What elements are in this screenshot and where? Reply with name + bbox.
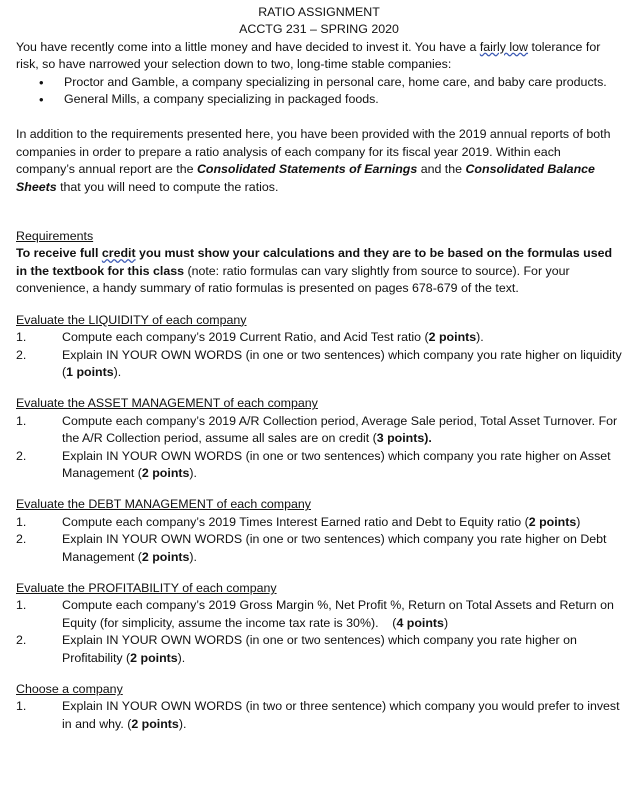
requirements-heading: Requirements [16,229,94,244]
item-text: Compute each company’s 2019 Gross Margin %, Net Profit %, Return on Total Assets and Return on Equity (for simplicity, assume the income tax rate is 30%). ( [62,598,618,630]
requirements-paragraph [16,245,622,297]
list-item [16,698,622,733]
statement-balance-sheets: Consolidated Balance Sheets [16,162,595,194]
debt-management-list [16,514,622,566]
item-points: 2 points [141,549,190,564]
title-line-2: ACCTG 231 – SPRING 2020 [239,22,399,37]
choose-company-list [16,698,622,733]
requirements-bold-1: To receive full [16,246,102,261]
company-item-pg: • Proctor and Gamble, a company specializing in personal care, home care, and baby care products. [16,74,622,91]
liquidity-heading: Evaluate the LIQUIDITY of each company [16,312,247,327]
profitability-list [16,597,622,667]
company-item-gm: • General Mills, a company specializing in packaged foods. [16,91,622,108]
list-item [16,448,622,483]
asset-management-section [16,395,622,482]
intro-paragraph [16,39,622,74]
item-end: ) [443,615,449,630]
list-item [16,329,622,346]
requirements-text: (note: ratio formulas can vary slightly from source to source). For your convenience, a handy summary of ratio formulas is presented on pages 678-679 of the text. [16,263,570,296]
item-text: Explain IN YOUR OWN WORDS (in two or three sentence) which company you would prefer to invest in and why. ( [62,699,620,731]
addition-text-1: In addition to the requirements presented here, you have been provided with the 2019 annual reports of both companies in order to prepare a ratio analysis of each company for its fiscal year 2019. Within each company’s annual report are the [16,127,611,177]
item-points: 2 points [141,465,190,480]
item-number: 2. [16,633,27,648]
item-end: ). [189,549,197,564]
item-text: Compute each company’s 2019 A/R Collection period, Average Sale period, Total Asset Turnover. For the A/R Collection period, assume all sales are on credit ( [62,413,618,446]
item-points: 3 points). [376,431,432,446]
list-item [16,347,622,382]
item-end: ). [476,330,484,345]
requirements-bold-2: you must show your calculations and they are to be based on the formulas used in the textbook for this class [16,246,613,278]
title-line-1: RATIO ASSIGNMENT [258,5,380,19]
item-number: 1. [16,598,27,613]
list-item [16,413,622,448]
list-item [16,531,622,566]
requirements-section [16,228,622,298]
statement-earnings: Consolidated Statements of Earnings [196,162,418,177]
item-points: 2 points [131,716,179,731]
item-end: ). [178,716,187,731]
item-number: 1. [16,413,27,428]
list-item [16,632,622,667]
item-end: ). [113,364,122,379]
item-text: Compute each company’s 2019 Current Ratio, and Acid Test ratio ( [62,330,429,345]
profitability-heading: Evaluate the PROFITABILITY of each company [16,580,277,595]
item-number: 1. [16,514,27,529]
item-points: 4 points [396,615,444,630]
asset-management-list [16,413,622,483]
item-text: Explain IN YOUR OWN WORDS (in one or two sentences) which company you rate higher on Debt Management ( [62,532,607,564]
document-title [16,4,622,39]
item-number: 2. [16,532,27,547]
item-text: Explain IN YOUR OWN WORDS (in one or two sentences) which company you rate higher on liquidity ( [62,347,622,379]
choose-company-heading: Choose a company [16,682,123,696]
item-number: 2. [16,448,27,463]
item-end: ). [189,465,197,480]
intro-text-1: You have recently come into a little money and have decided to invest it. You have a [16,39,480,54]
item-text: Compute each company’s 2019 Times Interest Earned ratio and Debt to Equity ratio ( [62,514,529,529]
list-item [16,597,622,632]
addition-paragraph [16,126,622,196]
item-end: ) [576,514,581,529]
fairly-low-phrase: fairly low [479,39,529,54]
item-points: 2 points [428,330,477,345]
credit-word: credit [101,246,136,261]
debt-management-section [16,496,622,566]
debt-management-heading: Evaluate the DEBT MANAGEMENT of each company [16,497,311,512]
item-points: 1 points [66,364,114,379]
item-end: ). [177,650,186,665]
item-number: 1. [16,330,27,345]
asset-management-heading: Evaluate the ASSET MANAGEMENT of each company [16,396,318,411]
item-text: Explain IN YOUR OWN WORDS (in one or two sentences) which company you rate higher on Profitability ( [62,633,577,665]
addition-text-3: that you will need to compute the ratios. [56,179,279,194]
liquidity-list [16,329,622,381]
item-number: 1. [16,699,27,714]
liquidity-section [16,312,622,382]
profitability-section [16,580,622,667]
item-text: Explain IN YOUR OWN WORDS (in one or two sentences) which company you rate higher on Asset Management ( [62,448,611,480]
item-points: 2 points [130,650,178,665]
item-points: 2 points [528,514,577,529]
company-list [16,74,622,109]
intro-text-2: tolerance for risk, so have narrowed your selection down to two, long-time stable companies: [16,39,601,72]
addition-text-2: and the [417,162,466,177]
list-item [16,514,622,531]
item-number: 2. [16,347,27,362]
choose-company-section [16,681,622,733]
